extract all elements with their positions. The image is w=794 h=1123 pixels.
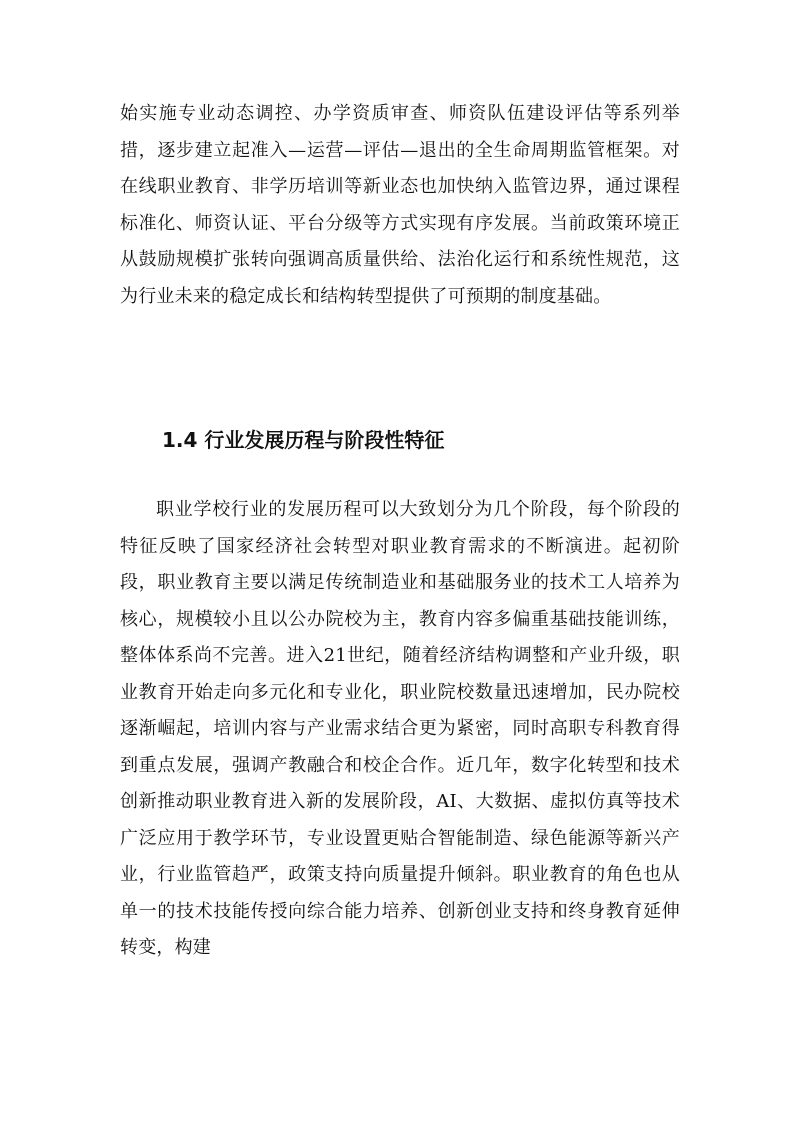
section-heading: 1.4 行业发展历程与阶段性特征 [162,428,445,452]
section-paragraph: 职业学校行业的发展历程可以大致划分为几个阶段，每个阶段的特征反映了国家经济社会转型对职业教育需求的不断演进。起初阶段，职业教育主要以满足传统制造业和基础服务业的技术工人培养为核心，规模较小且以公办院校为主，教育内容多偏重基础技能训练，整体体系尚不完善。进入21世纪，随着经济结构调整和产业升级，职业教育开始走向多元化和专业化，职业院校数量迅速增加，民办院校逐渐崛起，培训内容与产业需求结合更为紧密，同时高职专科教育得到重点发展，强调产教融合和校企合作。近几年，数字化转型和技术创新推动职业教育进入新的发展阶段，AI、大数据、虚拟仿真等技术广泛应用于教学环节，专业设置更贴合智能制造、绿色能源等新兴产业，行业监管趋严，政策支持向质量提升倾斜。职业教育的角色也从单一的技术技能传授向综合能力培养、创新创业支持和终身教育延伸转变，构建 [120,499,680,958]
paragraph-continuation: 始实施专业动态调控、办学资质审查、师资队伍建设评估等系列举措，逐步建立起准入—运营—评估—退出的全生命周期监管框架。对在线职业教育、非学历培训等新业态也加快纳入监管边界，通过课程标准化、师资认证、平台分级等方式实现有序发展。当前政策环境正从鼓励规模扩张转向强调高质量供给、法治化运行和系统性规范，这为行业未来的稳定成长和结构转型提供了可预期的制度基础。 [120,103,680,307]
